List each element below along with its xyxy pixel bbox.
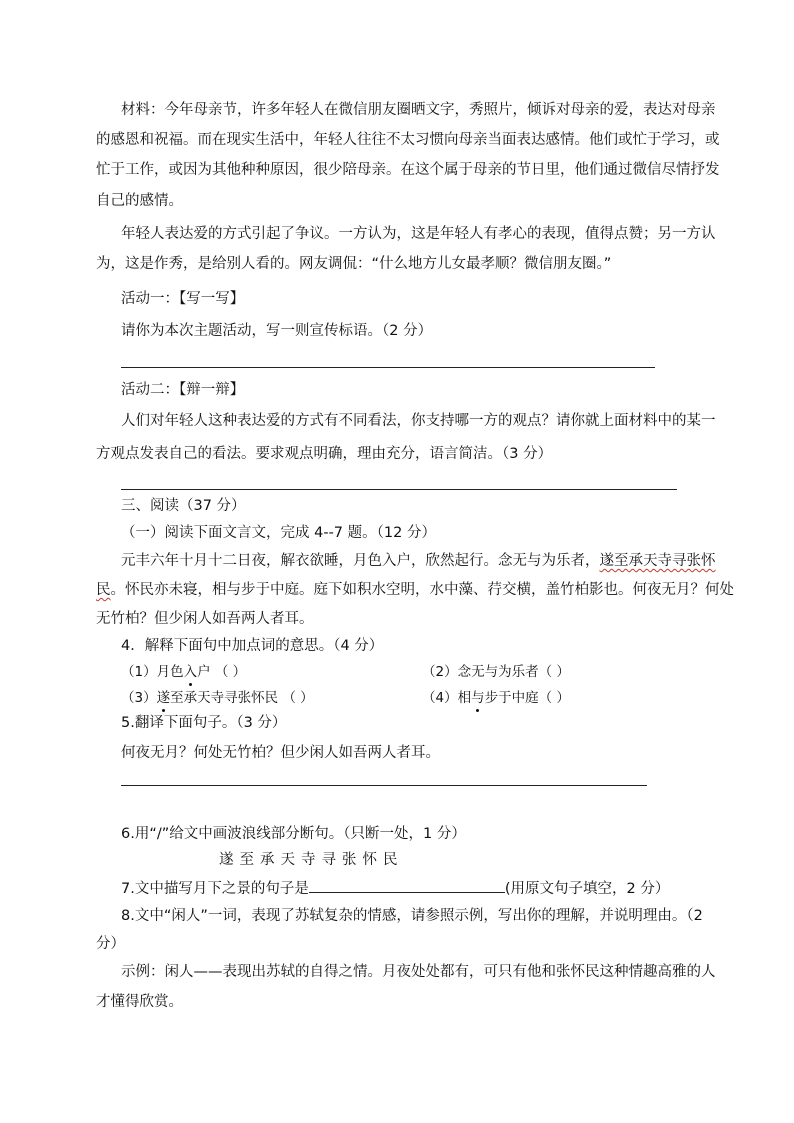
q6-title: 6.用“/”给文中画波浪线部分断句。（只断一处，1 分） <box>121 826 466 842</box>
section3-part1-title: （一）阅读下面文言文，完成 4--7 题。（12 分） <box>121 525 436 541</box>
q7-post: (用原文句子填空，2 分） <box>504 881 670 897</box>
q4-item-1-post: 户 （ ） <box>197 664 247 680</box>
passage-text: 。怀民亦未寝，相与步于中庭。庭下如积水空明，水中藻、荇交横，盖竹柏影也。何夜无月？何处 <box>110 582 734 598</box>
activity1-prompt: 请你为本次主题活动，写一则宣传标语。（2 分） <box>121 323 433 339</box>
activity2-answer-line[interactable] <box>121 489 677 490</box>
q8-line-1: 8.文中“闲人”一词，表现了苏轼复杂的情感，请参照示例，写出你的理解，并说明理由。（2 <box>121 908 703 924</box>
material-line-3: 忙于工作，或因为其他种种原因，很少陪母亲。在这个属于母亲的节日里，他们通过微信尽情抒发 <box>96 162 720 178</box>
material-line-4: 自己的感情。 <box>96 193 183 209</box>
wavy-underlined-text: 民 <box>96 582 111 598</box>
q4-item-4-pre: （4）相 <box>422 690 472 706</box>
q4-item-4 <box>422 688 570 708</box>
q4-item-1-pre: （1）月色 <box>121 664 184 680</box>
activity1-title: 活动一：【写一写】 <box>121 291 245 307</box>
passage-text: 元丰六年十月十二日夜，解衣欲睡，月色入户，欣然起行。念无与为乐者， <box>121 553 600 569</box>
q7-pre: 7.文中描写月下之景的句子是 <box>121 881 309 897</box>
q8-example-line-2: 才懂得欣赏。 <box>96 994 183 1010</box>
q4-item-3-dotted: 遂 <box>156 690 171 706</box>
q4-item-2: （2）念无与为乐者（ ） <box>422 664 570 680</box>
q5-answer-line[interactable] <box>121 785 647 786</box>
q4-item-1-dotted: 入 <box>183 664 198 680</box>
q7-answer-blank[interactable] <box>309 878 505 893</box>
q5-title: 5.翻译下面句子。（3 分） <box>121 715 287 731</box>
material-p2-line-2: 为，这是作秀，是给别人看的。网友调侃：“什么地方儿女最孝顺？微信朋友圈。” <box>96 256 612 272</box>
activity2-prompt-line-2: 方观点发表自己的看法。要求观点明确，理由充分，语言简洁。（3 分） <box>96 446 553 462</box>
passage-line-1 <box>121 551 716 571</box>
q6-characters: 遂至承天寺寻张怀民 <box>219 852 404 868</box>
q5-sentence: 何夜无月？何处无竹柏？但少闲人如吾两人者耳。 <box>121 745 440 761</box>
q4-item-1 <box>121 662 246 682</box>
q4-item-3-pre: （3） <box>121 690 157 706</box>
activity2-title: 活动二：【辩一辩】 <box>121 382 245 398</box>
q4-item-3 <box>121 688 314 708</box>
activity1-answer-line[interactable] <box>121 367 655 368</box>
material-line-2: 的感恩和祝福。而在现实生活中，年轻人往往不太习惯向母亲当面表达感情。他们或忙于学习，或 <box>96 132 720 148</box>
section3-title: 三、阅读（37 分） <box>121 498 246 514</box>
passage-line-3: 无竹柏？但少闲人如吾两人者耳。 <box>96 611 314 627</box>
q8-line-2: 分） <box>96 936 125 952</box>
activity2-prompt-line-1: 人们对年轻人这种表达爱的方式有不同看法，你支持哪一方的观点？请你就上面材料中的某一 <box>121 413 716 429</box>
q4-title: 4．解释下面句中加点词的意思。（4 分） <box>121 638 384 654</box>
q4-item-3-post: 至承天寺寻张怀民 （ ） <box>170 690 314 706</box>
q4-item-4-dotted: 与 <box>471 690 485 706</box>
passage-line-2 <box>96 580 734 600</box>
q7-line <box>121 878 669 899</box>
wavy-underlined-text: 遂至承天寺寻张怀 <box>599 553 716 569</box>
q8-example-line-1: 示例：闲人——表现出苏轼的自得之情。月夜处处都有，可只有他和张怀民这种情趣高雅的人 <box>121 964 716 980</box>
q4-item-4-post: 步于中庭（ ） <box>484 690 570 706</box>
material-p2-line-1: 年轻人表达爱的方式引起了争议。一方认为，这是年轻人有孝心的表现，值得点赞；另一方认 <box>121 226 716 242</box>
material-line-1: 材料：今年母亲节，许多年轻人在微信朋友圈晒文字，秀照片，倾诉对母亲的爱，表达对母亲 <box>121 102 716 118</box>
